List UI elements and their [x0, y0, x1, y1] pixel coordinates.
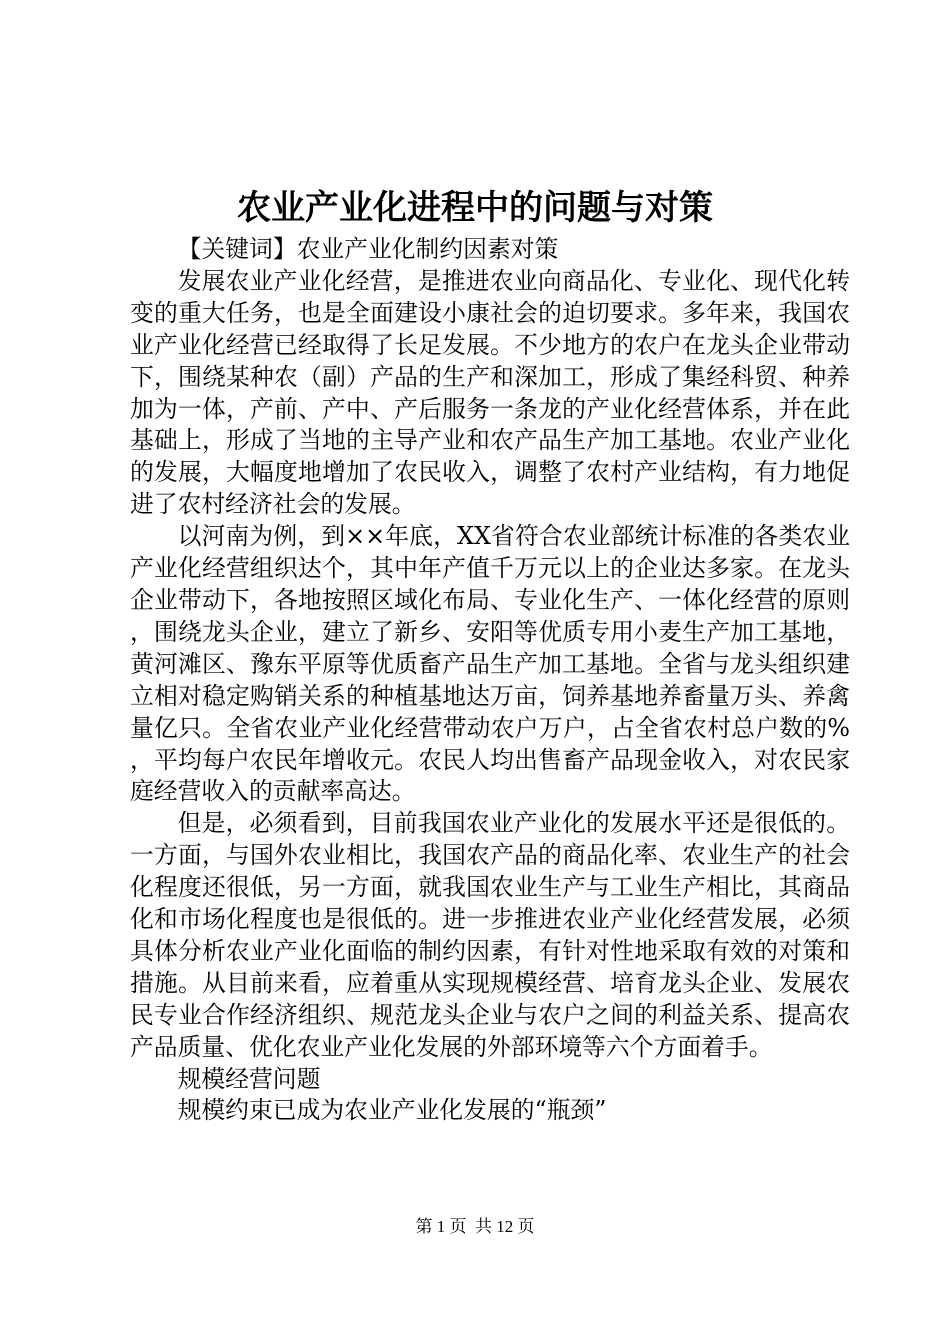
body-paragraph: 规模约束已成为农业产业化发展的“瓶颈”	[177, 1096, 607, 1125]
section-heading: 规模经营问题	[177, 1064, 321, 1093]
keywords-paragraph: 【关键词】农业产业化制约因素对策	[177, 235, 559, 263]
document-title: 农业产业化进程中的问题与对策	[237, 188, 713, 228]
body-paragraph: 以河南为例，到××年底，XX省符合农业部统计标准的各类农业产业化经营组织达个，其中年产值千万元以上的企业达多家。在龙头企业带动下，各地按照区域化布局、专业化生产、一体化经营的原则，围绕龙头企业，建立了新乡、安阳等优质专用小麦生产加工基地，黄河滩区、豫东平原等优质畜产品生产加工基地。全省与龙头组织建立相对稳定购销关系的种植基地达万亩，饲养基地养畜量万头、养禽量亿只。全省农业产业化经营带动农户万户，占全省农村总户数的%，平均每户农民年增收元。农民人均出售畜产品现金收入，对农民家庭经营收入的贡献率高达。	[130, 522, 850, 806]
page-footer: 第 1 页 共 12 页	[415, 1217, 535, 1236]
body-paragraph: 发展农业产业化经营，是推进农业向商品化、专业化、现代化转变的重大任务，也是全面建设小康社会的迫切要求。多年来，我国农业产业化经营已经取得了长足发展。不少地方的农户在龙头企业带动下，围绕某种农（副）产品的生产和深加工，形成了集经科贸、种养加为一体，产前、产中、产后服务一条龙的产业化经营体系，并在此基础上，形成了当地的主导产业和农产品生产加工基地。农业产业化的发展，大幅度地增加了农民收入，调整了农村产业结构，有力地促进了农村经济社会的发展。	[130, 266, 850, 519]
document-body	[130, 234, 850, 1127]
body-paragraph: 但是，必须看到，目前我国农业产业化的发展水平还是很低的。一方面，与国外农业相比，我国农产品的商品化率、农业生产的社会化程度还很低，另一方面，就我国农业生产与工业生产相比，其商品化和市场化程度也是很低的。进一步推进农业产业化经营发展，必须具体分析农业产业化面临的制约因素，有针对性地采取有效的对策和措施。从目前来看，应着重从实现规模经营、培育龙头企业、发展农民专业合作经济组织、规范龙头企业与农户之间的利益关系、提高农产品质量、优化农业产业化发展的外部环境等六个方面着手。	[130, 809, 850, 1061]
